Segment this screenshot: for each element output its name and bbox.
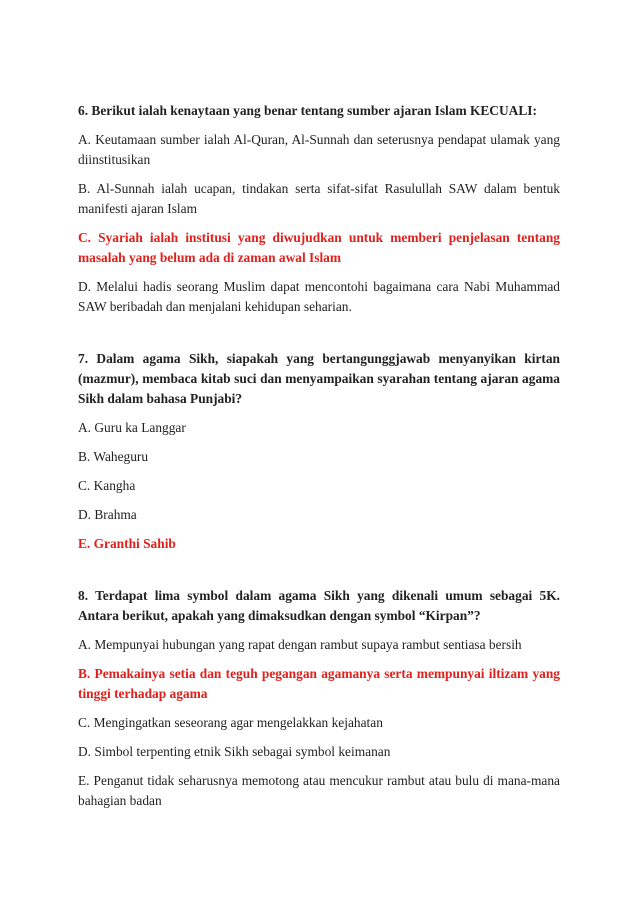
option-e-correct: E. Granthi Sahib <box>78 536 176 551</box>
question-stem: 7. Dalam agama Sikh, siapakah yang bertangunggjawab menyanyikan kirtan (mazmur), membaca kitab suci dan menyampaikan syarahan tentang ajaran agama Sikh dalam bahasa Punjabi? <box>78 351 560 406</box>
question-stem: 6. Berikut ialah kenaytaan yang benar tentang sumber ajaran Islam KECUALI: <box>78 103 537 118</box>
option-b-correct: B. Pemakainya setia dan teguh pegangan agamanya serta mempunyai iltizam yang tinggi terhadap agama <box>78 666 560 701</box>
option-a: A. Keutamaan sumber ialah Al-Quran, Al-Sunnah dan seterusnya pendapat ulamak yang diinstitusikan <box>78 132 560 167</box>
option-c: C. Mengingatkan seseorang agar mengelakkan kejahatan <box>78 715 383 730</box>
question-6 <box>78 101 560 317</box>
option-d: D. Brahma <box>78 507 137 522</box>
option-a: A. Mempunyai hubungan yang rapat dengan rambut supaya rambut sentiasa bersih <box>78 637 522 652</box>
option-e: E. Penganut tidak seharusnya memotong atau mencukur rambut atau bulu di mana-mana bahagian badan <box>78 773 560 808</box>
option-list <box>78 130 560 317</box>
option-d: D. Simbol terpenting etnik Sikh sebagai symbol keimanan <box>78 744 391 759</box>
question-stem: 8. Terdapat lima symbol dalam agama Sikh yang dikenali umum sebagai 5K. Antara berikut, apakah yang dimaksudkan dengan symbol “Kirpan”? <box>78 588 560 623</box>
option-a: A. Guru ka Langgar <box>78 420 186 435</box>
question-8 <box>78 586 560 811</box>
option-c-correct: C. Syariah ialah institusi yang diwujudkan untuk memberi penjelasan tentang masalah yang belum ada di zaman awal Islam <box>78 230 560 265</box>
option-b: B. Waheguru <box>78 449 149 464</box>
option-d: D. Melalui hadis seorang Muslim dapat mencontohi bagaimana cara Nabi Muhammad SAW beribadah dan menjalani kehidupan seharian. <box>78 279 560 314</box>
option-list <box>78 418 560 554</box>
question-7 <box>78 349 560 554</box>
option-b: B. Al-Sunnah ialah ucapan, tindakan serta sifat-sifat Rasulullah SAW dalam bentuk manifesti ajaran Islam <box>78 181 560 216</box>
option-list <box>78 635 560 811</box>
option-c: C. Kangha <box>78 478 136 493</box>
